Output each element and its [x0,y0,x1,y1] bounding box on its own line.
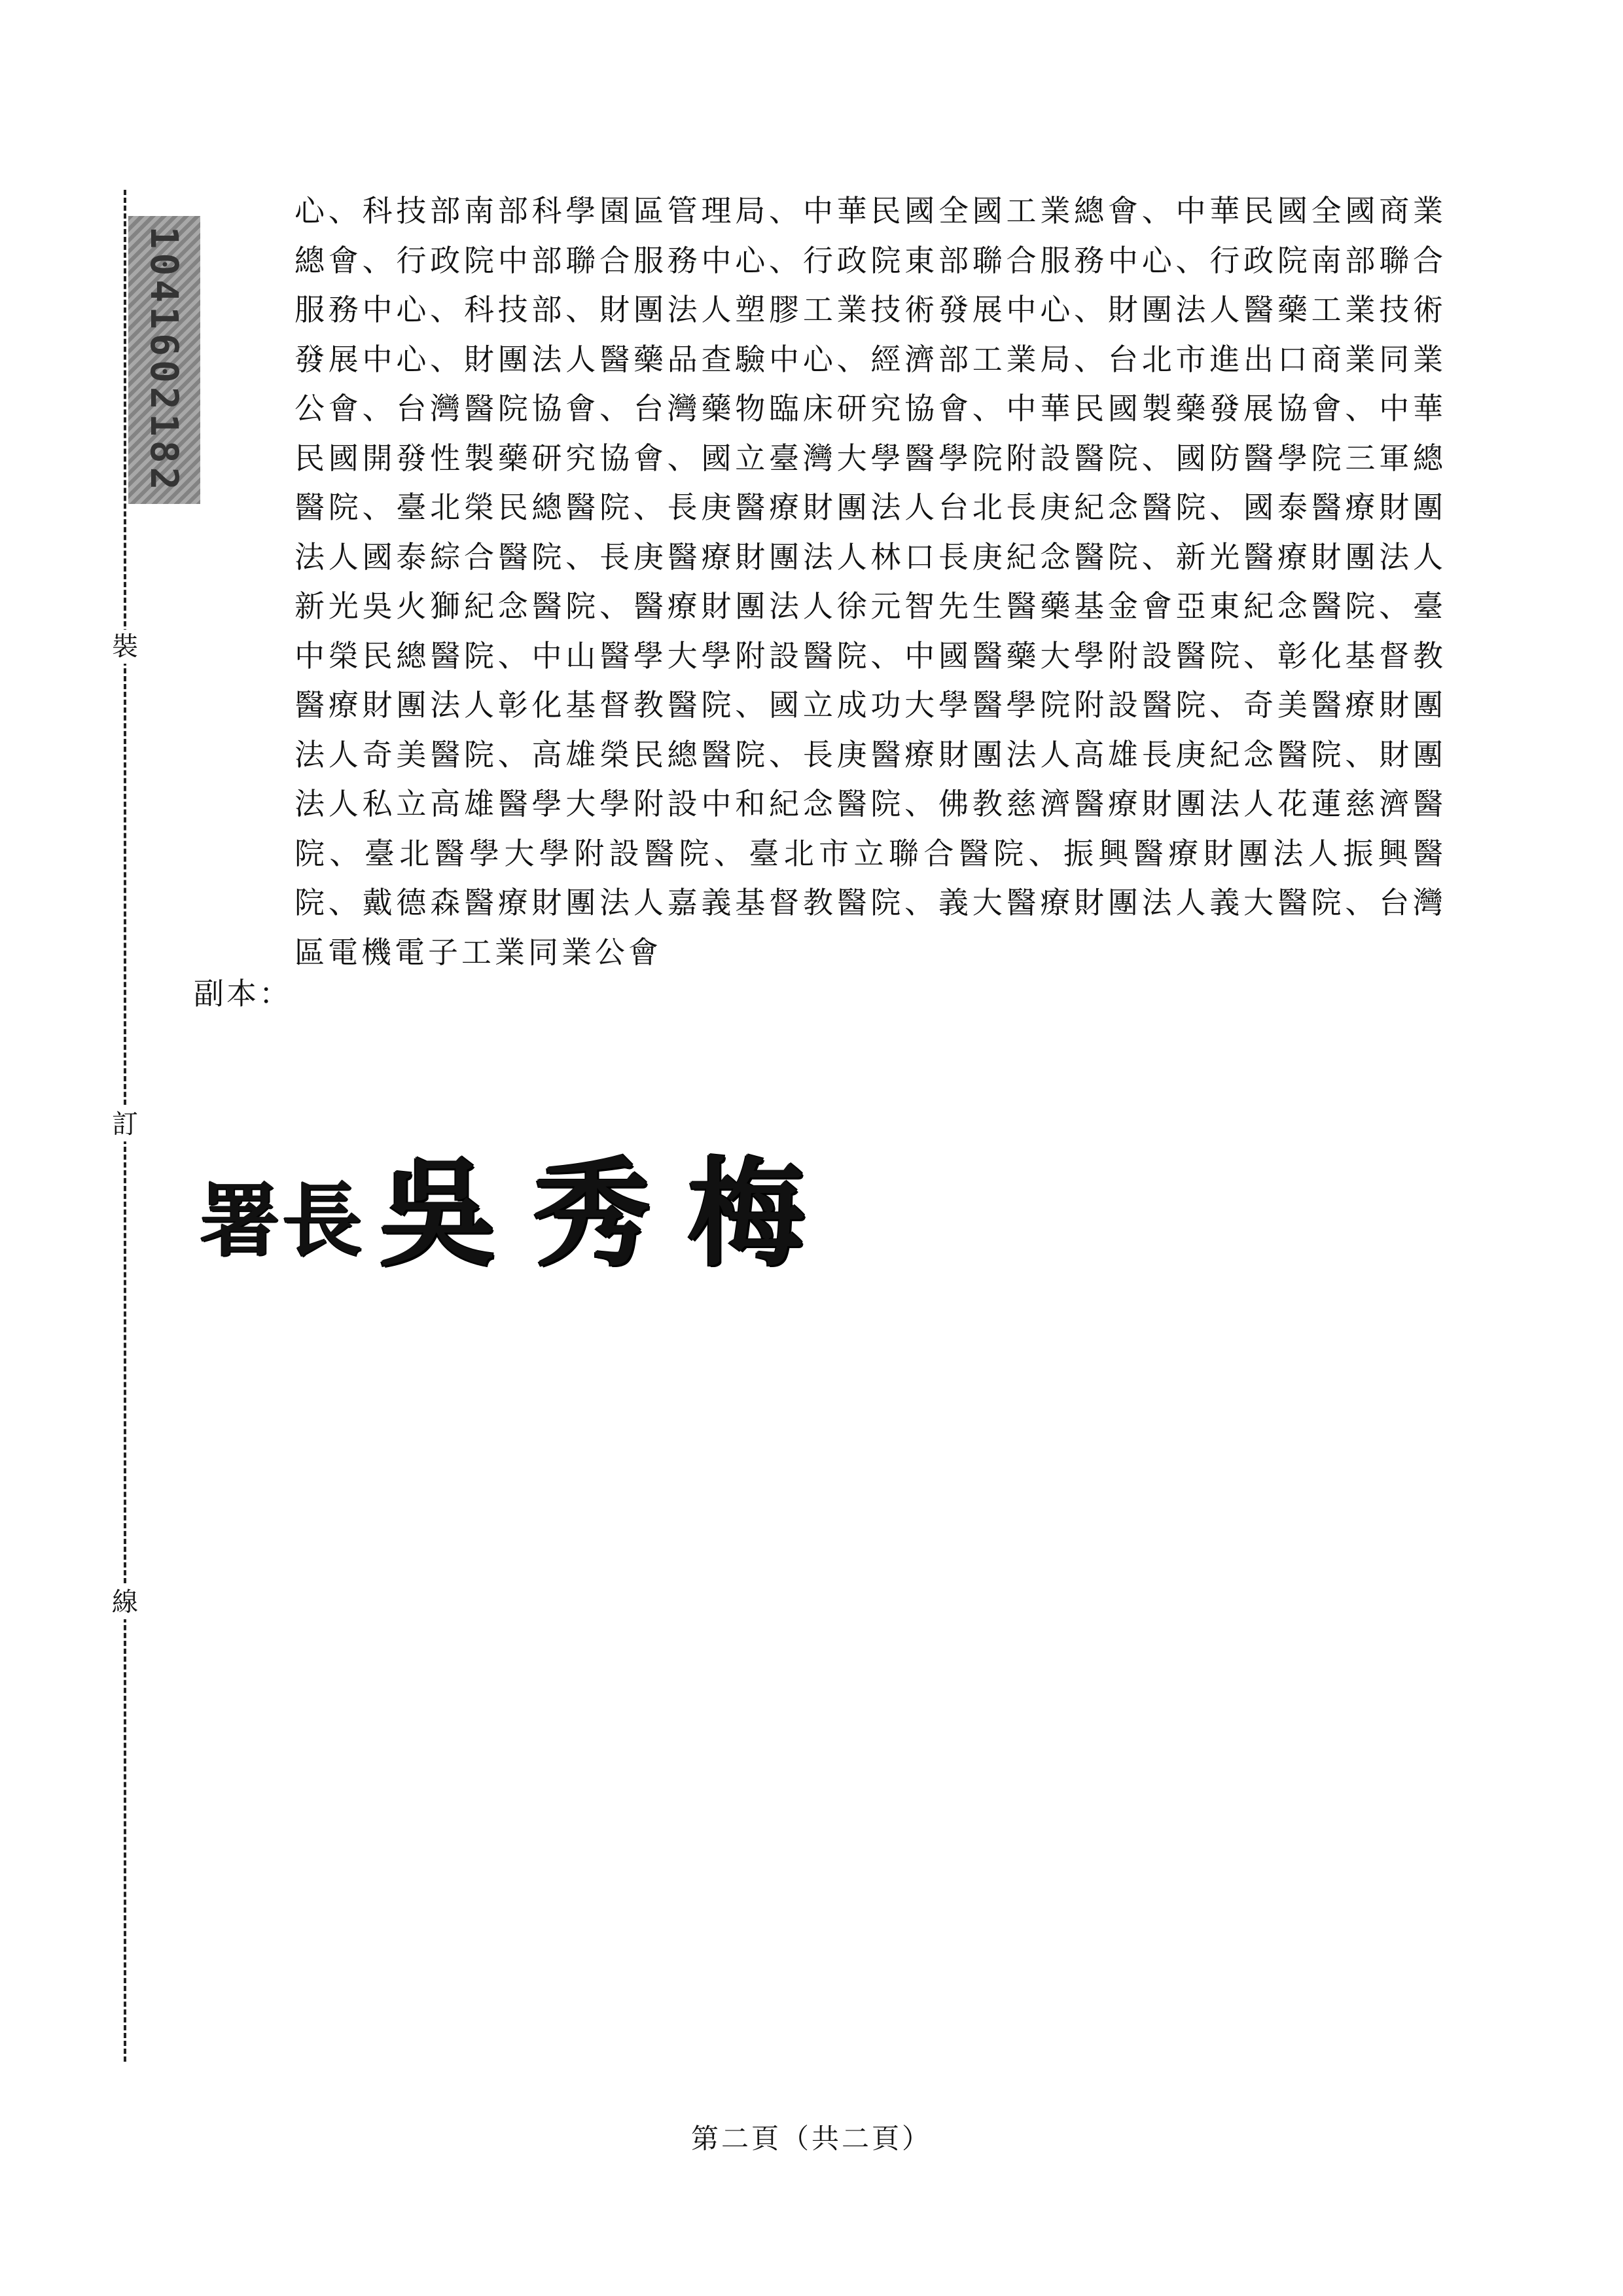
binding-char-zhuang: 裝 [110,630,140,664]
signature-title: 署長 [200,1174,365,1267]
signature-block [200,1146,842,1282]
signature-name: 吳秀梅 [379,1146,842,1282]
binding-char-xian: 線 [110,1585,140,1619]
copy-recipients-label: 副本： [194,976,292,1011]
page-number: 第二頁（共二頁） [690,2123,932,2155]
recipients-list: 心、科技部南部科學園區管理局、中華民國全國工業總會、中華民國全國商業總會、行政院中部聯合服務中心、行政院東部聯合服務中心、行政院南部聯合服務中心、科技部、財團法人塑膠工業技術發展中心、財團法人醫藥工業技術發展中心、財團法人醫藥品查驗中心、經濟部工業局、台北市進出口商業同業公會、台灣醫院協會、台灣藥物臨床研究協會、中華民國製藥發展協會、中華民國開發性製藥研究協會、國立臺灣大學醫學院附設醫院、國防醫學院三軍總醫院、臺北榮民總醫院、長庚醫療財團法人台北長庚紀念醫院、國泰醫療財團法人國泰綜合醫院、長庚醫療財團法人林口長庚紀念醫院、新光醫療財團法人新光吳火獅紀念醫院、醫療財團法人徐元智先生醫藥基金會亞東紀念醫院、臺中榮民總醫院、中山醫學大學附設醫院、中國醫藥大學附設醫院、彰化基督教醫療財團法人彰化基督教醫院、國立成功大學醫學院附設醫院、奇美醫療財團法人奇美醫院、高雄榮民總醫院、長庚醫療財團法人高雄長庚紀念醫院、財團法人私立高雄醫學大學附設中和紀念醫院、佛教慈濟醫療財團法人花蓮慈濟醫院、臺北醫學大學附設醫院、臺北市立聯合醫院、振興醫療財團法人振興醫院、戴德森醫療財團法人嘉義基督教醫院、義大醫療財團法人義大醫院、台灣區電機電子工業同業公會 [294,193,1446,970]
binding-char-ding: 訂 [110,1107,140,1141]
stamp-number: 1041602182 [142,226,187,494]
document-number-stamp [128,216,200,504]
